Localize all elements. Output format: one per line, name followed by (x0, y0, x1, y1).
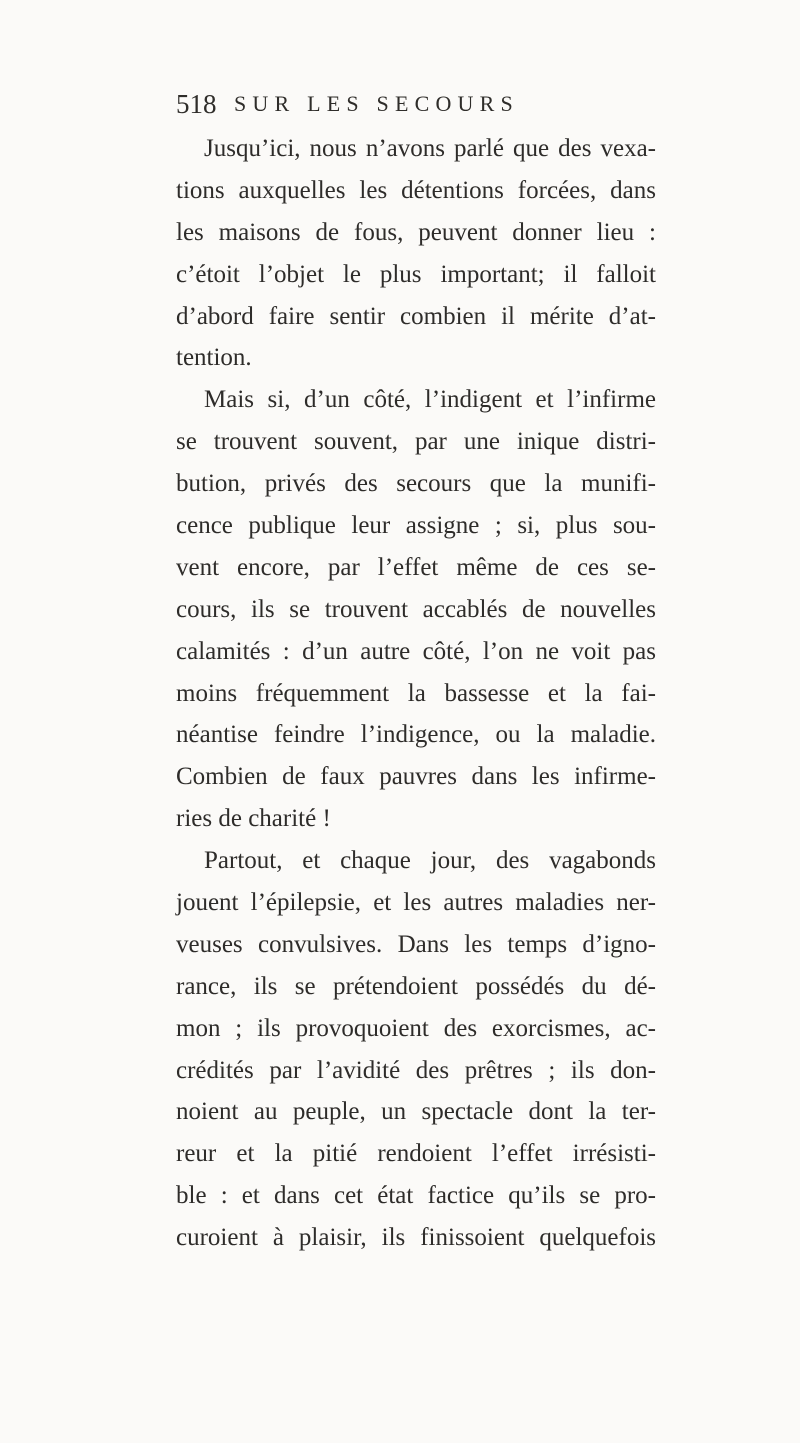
text-line: c’étoit l’objet le plus important; il falloit (176, 260, 656, 288)
page-number: 518 (176, 89, 217, 119)
text-line: vent encore, par l’effet même de ces se- (176, 553, 656, 581)
text-line: moins fréquemment la bassesse et la fai- (176, 679, 656, 707)
text-line: reur et la pitié rendoient l’effet irrésisti- (176, 1140, 656, 1168)
text-line: noient au peuple, un spectacle dont la ter- (176, 1098, 656, 1126)
text-line: ries de charité ! (176, 805, 331, 833)
text-line: cence publique leur assigne ; si, plus sou- (176, 512, 656, 540)
text-line: les maisons de fous, peuvent donner lieu : (176, 218, 656, 246)
text-line: se trouvent souvent, par une inique distri- (176, 428, 656, 456)
text-line: cours, ils se trouvent accablés de nouvelles (176, 595, 656, 623)
text-line: curoient à plaisir, ils finissoient quelquefois (176, 1224, 656, 1252)
text-line: veuses convulsives. Dans les temps d’igno- (176, 930, 656, 958)
running-head: SUR LES SECOURS (234, 91, 519, 116)
text-line: bution, privés des secours que la munifi- (176, 470, 656, 498)
text-line: tention. (176, 344, 252, 372)
text-line: Partout, et chaque jour, des vagabonds (204, 847, 656, 875)
text-line: néantise feindre l’indigence, ou la maladie. (176, 721, 656, 749)
text-line: d’abord faire sentir combien il mérite d’at- (176, 302, 656, 330)
text-line: ble : et dans cet état factice qu’ils se pro- (176, 1182, 656, 1210)
text-line: Mais si, d’un côté, l’indigent et l’infirme (204, 386, 656, 414)
text-line: Jusqu’ici, nous n’avons parlé que des vexa- (204, 135, 656, 162)
text-line: mon ; ils provoquoient des exorcismes, ac- (176, 1014, 656, 1042)
body-text (176, 128, 656, 1259)
text-line: crédités par l’avidité des prêtres ; ils don- (176, 1056, 656, 1084)
text-line: tions auxquelles les détentions forcées, dans (176, 176, 656, 204)
text-line: jouent l’épilepsie, et les autres maladies ner- (176, 889, 656, 917)
text-line: calamités : d’un autre côté, l’on ne voit pas (176, 637, 656, 665)
text-line: rance, ils se prétendoient possédés du dé- (176, 972, 656, 1000)
text-line: Combien de faux pauvres dans les infirme- (176, 763, 656, 791)
